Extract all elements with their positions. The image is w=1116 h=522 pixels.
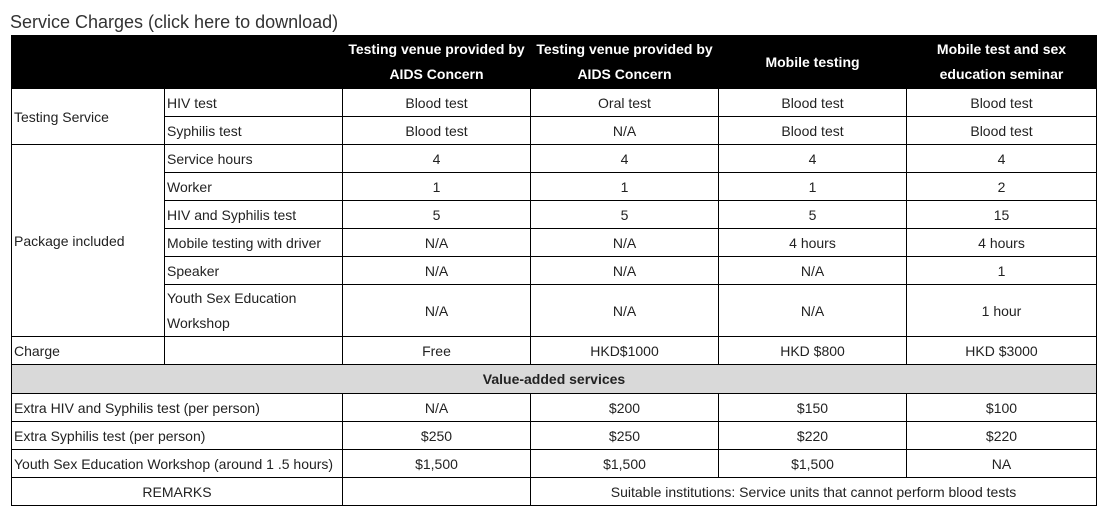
table-row [12, 285, 1097, 337]
cell: Blood test [907, 89, 1097, 117]
row-label: Youth Sex Education Workshop [165, 285, 343, 337]
table-row [12, 450, 1097, 478]
cell: HKD $3000 [907, 337, 1097, 365]
cell: 15 [907, 201, 1097, 229]
cell: $1,500 [531, 450, 719, 478]
cell: HKD $800 [719, 337, 907, 365]
cell: $150 [719, 394, 907, 422]
cell: 5 [531, 201, 719, 229]
cell: N/A [719, 257, 907, 285]
header-col-1: Testing venue provided by AIDS Concern [343, 36, 531, 89]
cell: Blood test [343, 117, 531, 145]
cell: 5 [719, 201, 907, 229]
value-added-band [12, 365, 1097, 394]
cell: 4 [719, 145, 907, 173]
table-row [12, 257, 1097, 285]
row-label: Syphilis test [165, 117, 343, 145]
remarks-label: REMARKS [12, 478, 343, 506]
cell: 1 [531, 173, 719, 201]
value-added-heading: Value-added services [12, 365, 1097, 394]
download-link[interactable]: Service Charges (click here to download) [10, 12, 339, 32]
table-row [12, 117, 1097, 145]
cell: $1,500 [719, 450, 907, 478]
remarks-text: Suitable institutions: Service units that cannot perform blood tests [531, 478, 1097, 506]
cell-empty [165, 337, 343, 365]
cell: 5 [343, 201, 531, 229]
table-row [12, 145, 1097, 173]
cell: N/A [531, 117, 719, 145]
cell: NA [907, 450, 1097, 478]
cell: 1 [907, 257, 1097, 285]
cell-empty [343, 478, 531, 506]
cell: $250 [531, 422, 719, 450]
group-label-package: Package included [12, 145, 165, 337]
cell: N/A [343, 285, 531, 337]
cell: Blood test [343, 89, 531, 117]
cell: 4 [531, 145, 719, 173]
cell: $250 [343, 422, 531, 450]
row-label: Mobile testing with driver [165, 229, 343, 257]
row-label: Extra HIV and Syphilis test (per person) [12, 394, 343, 422]
cell: N/A [719, 285, 907, 337]
header-col-3: Mobile testing [719, 36, 907, 89]
header-blank [12, 36, 343, 89]
table-row [12, 173, 1097, 201]
row-label-charge: Charge [12, 337, 165, 365]
row-label: Speaker [165, 257, 343, 285]
cell: 4 hours [719, 229, 907, 257]
cell: Free [343, 337, 531, 365]
cell: Oral test [531, 89, 719, 117]
row-label: Extra Syphilis test (per person) [12, 422, 343, 450]
cell: 4 [907, 145, 1097, 173]
table-row [12, 422, 1097, 450]
header-col-4: Mobile test and sex education seminar [907, 36, 1097, 89]
cell: $200 [531, 394, 719, 422]
table-row [12, 229, 1097, 257]
row-label: HIV test [165, 89, 343, 117]
cell: 1 [719, 173, 907, 201]
row-label: Youth Sex Education Workshop (around 1 .5 hours) [12, 450, 343, 478]
cell: N/A [343, 394, 531, 422]
cell: 4 [343, 145, 531, 173]
cell: HKD$1000 [531, 337, 719, 365]
cell: Blood test [907, 117, 1097, 145]
cell: 1 hour [907, 285, 1097, 337]
header-row [12, 36, 1097, 89]
cell: Blood test [719, 117, 907, 145]
cell: N/A [343, 229, 531, 257]
cell: 1 [343, 173, 531, 201]
group-label-testing-service: Testing Service [12, 89, 165, 145]
cell: $100 [907, 394, 1097, 422]
cell: $1,500 [343, 450, 531, 478]
cell: N/A [343, 257, 531, 285]
service-charges-table [11, 35, 1097, 506]
table-row [12, 201, 1097, 229]
table-row [12, 394, 1097, 422]
remarks-row [12, 478, 1097, 506]
cell: $220 [907, 422, 1097, 450]
row-label: HIV and Syphilis test [165, 201, 343, 229]
row-label: Service hours [165, 145, 343, 173]
cell: 2 [907, 173, 1097, 201]
row-label: Worker [165, 173, 343, 201]
cell: $220 [719, 422, 907, 450]
cell: N/A [531, 285, 719, 337]
cell: N/A [531, 257, 719, 285]
header-col-2: Testing venue provided by AIDS Concern [531, 36, 719, 89]
table-row [12, 89, 1097, 117]
cell: Blood test [719, 89, 907, 117]
cell: 4 hours [907, 229, 1097, 257]
cell: N/A [531, 229, 719, 257]
charge-row [12, 337, 1097, 365]
